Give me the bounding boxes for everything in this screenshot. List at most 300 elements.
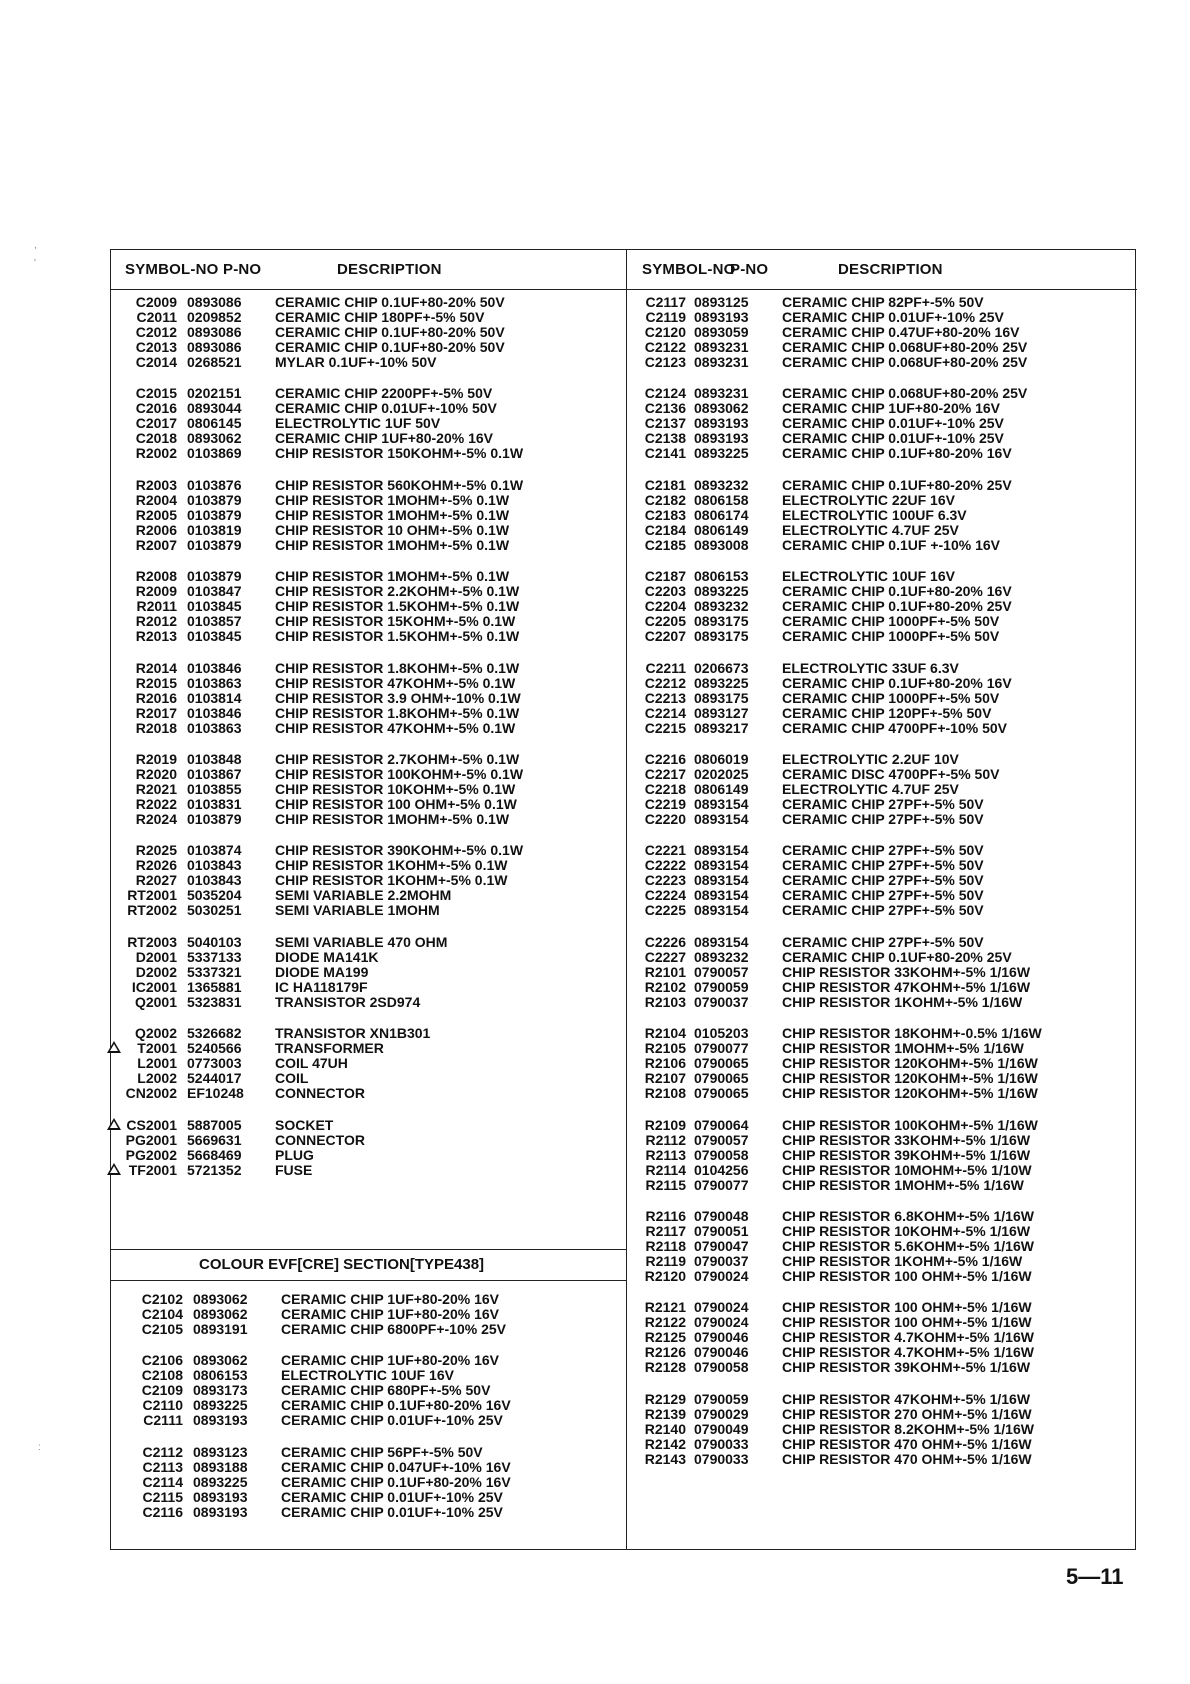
part-number: 0893225 [193, 1397, 248, 1414]
symbol-no: R2120 [644, 1268, 686, 1284]
description: CERAMIC CHIP 0.1UF+80-20% 25V [782, 948, 1012, 965]
description: CERAMIC CHIP 0.01UF+-10% 25V [281, 1488, 503, 1505]
part-number: 0103879 [187, 506, 242, 523]
part-number: 0806158 [694, 491, 749, 508]
symbol-no: R2121 [644, 1299, 686, 1316]
description: CHIP RESISTOR 1.8KOHM+-5% 0.1W [275, 704, 520, 721]
symbol-no: R2102 [644, 978, 686, 995]
part-number: 0893232 [694, 948, 749, 965]
description: CONNECTOR [275, 1131, 365, 1148]
part-number: 0790057 [694, 963, 749, 980]
symbol-no: R2004 [135, 491, 177, 508]
symbol-no: C2215 [644, 719, 686, 736]
part-number: 0209852 [187, 309, 242, 325]
description: ELECTROLYTIC 1UF 50V [275, 415, 441, 432]
symbol-no: R2101 [644, 963, 686, 980]
symbol-no: R2119 [645, 1253, 686, 1269]
symbol-no: C2216 [644, 751, 686, 767]
part-number: 0893154 [694, 811, 749, 827]
description: CHIP RESISTOR 4.7KOHM+-5% 1/16W [782, 1329, 1034, 1346]
part-number: 0893225 [694, 445, 749, 462]
symbol-no: C2213 [644, 689, 686, 706]
description: PLUG [275, 1146, 314, 1163]
symbol-no: C2117 [645, 294, 686, 310]
symbol-no: IC2001 [131, 978, 177, 995]
part-number: 0790033 [694, 1450, 749, 1467]
symbol-no: C2102 [141, 1291, 183, 1307]
symbol-no: R2013 [135, 628, 177, 645]
symbol-no: C2109 [141, 1382, 183, 1399]
symbol-no: C2119 [645, 309, 686, 325]
symbol-no: R2007 [135, 536, 177, 553]
part-number: 0790058 [694, 1146, 749, 1163]
symbol-no: C2014 [135, 354, 177, 370]
symbol-no: C2225 [644, 902, 686, 919]
symbol-no: R2012 [135, 613, 177, 630]
symbol-no: R2112 [645, 1131, 686, 1148]
part-number: 0893123 [193, 1443, 248, 1460]
description: SOCKET [275, 1116, 334, 1133]
symbol-no: C2138 [644, 430, 686, 447]
description: CHIP RESISTOR 150KOHM+-5% 0.1W [275, 445, 524, 462]
description: CHIP RESISTOR 1MOHM+-5% 0.1W [275, 536, 510, 553]
description: CHIP RESISTOR 390KOHM+-5% 0.1W [275, 842, 524, 859]
part-number: 0893008 [694, 536, 749, 553]
part-number: 0893193 [694, 415, 749, 432]
description: CERAMIC CHIP 2200PF+-5% 50V [275, 385, 493, 402]
part-number: 5323831 [187, 993, 242, 1010]
symbol-no: R2129 [644, 1390, 686, 1407]
description: CHIP RESISTOR 2.2KOHM+-5% 0.1W [275, 583, 520, 600]
description: CHIP RESISTOR 47KOHM+-5% 1/16W [782, 978, 1031, 995]
symbol-no: R2109 [644, 1116, 686, 1133]
description: ELECTROLYTIC 10UF 16V [281, 1367, 454, 1384]
part-number: 0806145 [187, 415, 242, 432]
description-heading: DESCRIPTION [838, 261, 943, 278]
symbol-no: R2128 [644, 1359, 686, 1376]
part-number: 0773003 [187, 1055, 242, 1072]
symbol-no: R2020 [135, 766, 177, 782]
part-number: 0103843 [187, 872, 242, 889]
part-number: 0806174 [694, 506, 749, 523]
description: CHIP RESISTOR 2.7KOHM+-5% 0.1W [275, 751, 520, 767]
symbol-no: R2143 [644, 1450, 686, 1467]
description: CHIP RESISTOR 120KOHM+-5% 1/16W [782, 1070, 1038, 1087]
description: CERAMIC CHIP 0.1UF+80-20% 16V [281, 1397, 511, 1414]
symbol-no: RT2002 [127, 902, 177, 919]
symbol-no: CN2002 [125, 1085, 177, 1102]
description: CERAMIC CHIP 0.01UF+-10% 25V [782, 430, 1004, 447]
description: CERAMIC CHIP 82PF+-5% 50V [782, 294, 984, 310]
symbol-no: R2125 [644, 1329, 686, 1346]
symbol-no: C2106 [141, 1352, 183, 1369]
parts-list-table [110, 249, 1136, 1550]
description: CHIP RESISTOR 120KOHM+-5% 1/16W [782, 1085, 1038, 1102]
part-number: 0893232 [694, 598, 749, 615]
symbol-no: C2113 [142, 1458, 183, 1475]
part-number: 0893173 [193, 1382, 248, 1399]
part-number: 5668469 [187, 1146, 242, 1163]
part-number: 0790077 [694, 1040, 749, 1057]
description: CERAMIC CHIP 0.068UF+80-20% 25V [782, 385, 1028, 402]
symbol-no: D2002 [135, 963, 177, 980]
symbol-no: R2104 [644, 1025, 686, 1042]
part-number: 0790065 [694, 1085, 749, 1102]
description: SEMI VARIABLE 470 OHM [275, 933, 448, 950]
part-number: 0893191 [193, 1321, 248, 1337]
symbol-no: R2016 [135, 689, 177, 706]
part-number: 0103855 [187, 781, 242, 797]
description: CHIP RESISTOR 47KOHM+-5% 0.1W [275, 674, 516, 691]
description: SEMI VARIABLE 2.2MOHM [275, 887, 452, 904]
part-number: 0103845 [187, 598, 242, 615]
part-number: 0103863 [187, 674, 242, 691]
symbol-no: C2018 [135, 430, 177, 447]
description: CERAMIC DISC 4700PF+-5% 50V [782, 766, 1000, 782]
part-number: 0103843 [187, 857, 242, 874]
description: CERAMIC CHIP 27PF+-5% 50V [782, 902, 984, 919]
symbol-no: R2018 [135, 719, 177, 736]
part-number: 0103876 [187, 476, 242, 493]
part-number: 0893044 [187, 400, 242, 417]
description: CHIP RESISTOR 1MOHM+-5% 0.1W [275, 491, 510, 508]
description: ELECTROLYTIC 22UF 16V [782, 491, 955, 508]
part-number: 0104256 [694, 1161, 749, 1178]
description: CERAMIC CHIP 27PF+-5% 50V [782, 811, 984, 827]
part-number: 0790024 [694, 1299, 749, 1316]
part-number: 0893086 [187, 324, 242, 340]
description: CERAMIC CHIP 1UF+80-20% 16V [782, 400, 1000, 417]
part-number: 0103879 [187, 491, 242, 508]
symbol-no: C2013 [135, 339, 177, 355]
symbol-no: R2115 [645, 1176, 686, 1193]
symbol-no: R2003 [135, 476, 177, 493]
scan-mark: , [34, 240, 37, 251]
description: COIL [275, 1070, 309, 1087]
part-number: 0893193 [193, 1412, 248, 1429]
description: CHIP RESISTOR 470 OHM+-5% 1/16W [782, 1450, 1032, 1467]
part-number: 0268521 [187, 354, 242, 370]
symbol-no: R2008 [135, 568, 177, 585]
part-number: 0893125 [694, 294, 749, 310]
symbol-no: C2203 [644, 583, 686, 600]
description: CHIP RESISTOR 1.8KOHM+-5% 0.1W [275, 659, 520, 676]
symbol-no: R2021 [135, 781, 177, 797]
part-number: 0790029 [694, 1405, 749, 1422]
description: CERAMIC CHIP 0.1UF+80-20% 16V [782, 583, 1012, 600]
part-number: 0790051 [694, 1223, 749, 1239]
part-number: 0103863 [187, 719, 242, 736]
description: CERAMIC CHIP 0.1UF+80-20% 16V [782, 674, 1012, 691]
part-number: 0103874 [187, 842, 242, 859]
symbol-no: D2001 [135, 948, 177, 965]
part-number: 0202025 [694, 766, 749, 782]
part-number: 0893062 [694, 400, 749, 417]
description: CERAMIC CHIP 56PF+-5% 50V [281, 1443, 483, 1460]
symbol-no: TF2001 [128, 1161, 177, 1178]
part-number: 0893154 [694, 872, 749, 889]
symbol-no: C2123 [644, 354, 686, 370]
description: CHIP RESISTOR 100 OHM+-5% 1/16W [782, 1299, 1032, 1316]
part-number: 0893062 [193, 1306, 248, 1322]
symbol-no: C2187 [644, 568, 686, 585]
part-number: 5337133 [187, 948, 242, 965]
part-number: 0103814 [187, 689, 242, 706]
description: FUSE [275, 1161, 313, 1178]
description: CHIP RESISTOR 5.6KOHM+-5% 1/16W [782, 1238, 1034, 1254]
symbol-no: C2221 [644, 842, 686, 859]
symbol-no: L2002 [137, 1070, 177, 1087]
section-header [111, 1249, 626, 1281]
section-title: COLOUR EVF[CRE] SECTION[TYPE438] [199, 1256, 485, 1273]
symbol-no: Q2001 [134, 993, 177, 1010]
symbol-no: R2105 [644, 1040, 686, 1057]
description: CERAMIC CHIP 1000PF+-5% 50V [782, 613, 1000, 630]
symbol-no: C2214 [644, 704, 686, 721]
description: CERAMIC CHIP 680PF+-5% 50V [281, 1382, 491, 1399]
description: CHIP RESISTOR 10MOHM+-5% 1/10W [782, 1161, 1032, 1178]
part-number: 0790059 [694, 978, 749, 995]
description: CHIP RESISTOR 1MOHM+-5% 1/16W [782, 1040, 1024, 1057]
symbol-no: C2108 [141, 1367, 183, 1384]
symbol-no: R2011 [136, 598, 177, 615]
part-number: 0790058 [694, 1359, 749, 1376]
part-number: 0806153 [193, 1367, 248, 1384]
part-number: 0103879 [187, 811, 242, 827]
description: ELECTROLYTIC 100UF 6.3V [782, 506, 967, 523]
part-number: 0893225 [193, 1473, 248, 1490]
description: CHIP RESISTOR 120KOHM+-5% 1/16W [782, 1055, 1038, 1072]
description: CERAMIC CHIP 0.1UF+80-20% 16V [281, 1473, 511, 1490]
description: CERAMIC CHIP 0.01UF+-10% 25V [281, 1412, 503, 1429]
part-number: 0790037 [694, 1253, 749, 1269]
part-number: 0103846 [187, 659, 242, 676]
symbol-no: C2227 [644, 948, 686, 965]
part-number: 0103846 [187, 704, 242, 721]
symbol-no: C2224 [644, 887, 686, 904]
part-number: 0806019 [694, 751, 749, 767]
symbol-no: R2114 [645, 1161, 686, 1178]
symbol-no: C2185 [644, 536, 686, 553]
symbol-no: Q2002 [134, 1025, 177, 1042]
description: DIODE MA199 [275, 963, 369, 980]
description: CHIP RESISTOR 1MOHM+-5% 0.1W [275, 811, 510, 827]
description: CHIP RESISTOR 1KOHM+-5% 1/16W [782, 993, 1023, 1010]
symbol-no: R2009 [135, 583, 177, 600]
description: CERAMIC CHIP 0.068UF+80-20% 25V [782, 354, 1028, 370]
description: CHIP RESISTOR 1MOHM+-5% 0.1W [275, 568, 510, 585]
symbol-no: C2009 [135, 294, 177, 310]
symbol-no: R2015 [135, 674, 177, 691]
description: CERAMIC CHIP 0.47UF+80-20% 16V [782, 324, 1020, 340]
part-number: 0893062 [193, 1291, 248, 1307]
description: CERAMIC CHIP 1000PF+-5% 50V [782, 628, 1000, 645]
description: CERAMIC CHIP 0.1UF+80-20% 25V [782, 476, 1012, 493]
symbol-no: C2012 [135, 324, 177, 340]
description: CHIP RESISTOR 18KOHM+-0.5% 1/16W [782, 1025, 1042, 1042]
symbol-no: RT2003 [127, 933, 177, 950]
part-number: 0790065 [694, 1055, 749, 1072]
description: CHIP RESISTOR 1MOHM+-5% 1/16W [782, 1176, 1024, 1193]
description: CERAMIC CHIP 27PF+-5% 50V [782, 887, 984, 904]
symbol-no: R2002 [135, 445, 177, 462]
symbol-no: R2108 [644, 1085, 686, 1102]
description-heading: DESCRIPTION [337, 261, 442, 278]
description: CERAMIC CHIP 27PF+-5% 50V [782, 796, 984, 812]
symbol-no: CS2001 [126, 1116, 177, 1133]
description: IC HA118179F [275, 978, 368, 995]
symbol-no: PG2002 [125, 1146, 177, 1163]
symbol-no: RT2001 [127, 887, 177, 904]
symbol-no: R2005 [135, 506, 177, 523]
description: CERAMIC CHIP 1UF+80-20% 16V [281, 1306, 499, 1322]
description: CHIP RESISTOR 560KOHM+-5% 0.1W [275, 476, 524, 493]
part-number: 0806153 [694, 568, 749, 585]
symbol-no: C2104 [141, 1306, 183, 1322]
part-number: 0893154 [694, 842, 749, 859]
symbol-no: C2222 [644, 857, 686, 874]
symbol-no: C2218 [644, 781, 686, 797]
symbol-no: L2001 [137, 1055, 177, 1072]
description: SEMI VARIABLE 1MOHM [275, 902, 440, 919]
description: CHIP RESISTOR 15KOHM+-5% 0.1W [275, 613, 516, 630]
part-number: 0790024 [694, 1268, 749, 1284]
description: CERAMIC CHIP 0.01UF+-10% 50V [275, 400, 497, 417]
part-number: 1365881 [187, 978, 242, 995]
symbol-no: C2011 [136, 309, 177, 325]
part-number: 0790037 [694, 993, 749, 1010]
symbol-no: R2019 [135, 751, 177, 767]
symbol-no: R2106 [644, 1055, 686, 1072]
description: CERAMIC CHIP 6800PF+-10% 25V [281, 1321, 506, 1337]
part-number: 0893231 [694, 339, 749, 355]
symbol-no: C2122 [644, 339, 686, 355]
symbol-no: C2220 [644, 811, 686, 827]
symbol-no: T2001 [137, 1040, 177, 1057]
part-number: 5887005 [187, 1116, 242, 1133]
symbol-no: R2107 [644, 1070, 686, 1087]
part-number: 0103857 [187, 613, 242, 630]
description: CERAMIC CHIP 0.1UF+80-20% 50V [275, 339, 505, 355]
part-number: 0893086 [187, 294, 242, 310]
description: ELECTROLYTIC 10UF 16V [782, 568, 955, 585]
symbol-no: C2223 [644, 872, 686, 889]
part-number: 0202151 [187, 385, 242, 402]
description: CERAMIC CHIP 120PF+-5% 50V [782, 704, 992, 721]
part-number: 0790049 [694, 1420, 749, 1437]
symbol-no: C2137 [644, 415, 686, 432]
description: CHIP RESISTOR 10KOHM+-5% 1/16W [782, 1223, 1031, 1239]
description: CHIP RESISTOR 100 OHM+-5% 0.1W [275, 796, 517, 812]
symbol-no: R2126 [644, 1344, 686, 1361]
part-number: 0103831 [187, 796, 242, 812]
part-number: 0806149 [694, 521, 749, 538]
description: CHIP RESISTOR 4.7KOHM+-5% 1/16W [782, 1344, 1034, 1361]
description: ELECTROLYTIC 2.2UF 10V [782, 751, 959, 767]
symbol-no: R2026 [135, 857, 177, 874]
description: CHIP RESISTOR 39KOHM+-5% 1/16W [782, 1146, 1031, 1163]
part-number: 5721352 [187, 1161, 242, 1178]
part-number: 0893231 [694, 354, 749, 370]
part-number: 5240566 [187, 1040, 242, 1057]
p-no-heading: P-NO [730, 261, 769, 278]
description: CHIP RESISTOR 33KOHM+-5% 1/16W [782, 1131, 1031, 1148]
description: CHIP RESISTOR 10KOHM+-5% 0.1W [275, 781, 516, 797]
description: CERAMIC CHIP 4700PF+-10% 50V [782, 719, 1007, 736]
description: CHIP RESISTOR 8.2KOHM+-5% 1/16W [782, 1420, 1034, 1437]
part-number: 0790033 [694, 1435, 749, 1452]
symbol-no: C2114 [142, 1473, 183, 1490]
description: ELECTROLYTIC 33UF 6.3V [782, 659, 959, 676]
description: CERAMIC CHIP 27PF+-5% 50V [782, 857, 984, 874]
left-column-header [111, 250, 626, 290]
part-number: 5244017 [187, 1070, 242, 1087]
symbol-no: C2115 [142, 1488, 183, 1505]
symbol-no: R2140 [644, 1420, 686, 1437]
part-number: 0893127 [694, 704, 749, 721]
description: CHIP RESISTOR 3.9 OHM+-10% 0.1W [275, 689, 521, 706]
part-number: 0790057 [694, 1131, 749, 1148]
symbol-no: C2205 [644, 613, 686, 630]
description: CERAMIC CHIP 0.01UF+-10% 25V [281, 1503, 503, 1520]
part-number: 5035204 [187, 887, 242, 904]
symbol-no: R2025 [135, 842, 177, 859]
part-number: 0790065 [694, 1070, 749, 1087]
part-number: 0893217 [694, 719, 749, 736]
description: CERAMIC CHIP 0.01UF+-10% 25V [782, 415, 1004, 432]
part-number: 0893231 [694, 385, 749, 402]
part-number: 0790077 [694, 1176, 749, 1193]
part-number: 0893062 [193, 1352, 248, 1369]
part-number: 0790046 [694, 1344, 749, 1361]
part-number: 0103879 [187, 536, 242, 553]
description: CERAMIC CHIP 27PF+-5% 50V [782, 842, 984, 859]
description: CHIP RESISTOR 10 OHM+-5% 0.1W [275, 521, 510, 538]
part-number: 0103848 [187, 751, 242, 767]
description: TRANSFORMER [275, 1040, 384, 1057]
scan-mark: : [38, 1442, 41, 1453]
symbol-no: C2219 [644, 796, 686, 812]
description: CERAMIC CHIP 0.047UF+-10% 16V [281, 1458, 511, 1475]
part-number: 0105203 [694, 1025, 749, 1042]
part-number: 0790024 [694, 1314, 749, 1331]
description: CHIP RESISTOR 47KOHM+-5% 0.1W [275, 719, 516, 736]
symbol-no: C2182 [644, 491, 686, 508]
symbol-no: R2117 [645, 1223, 686, 1239]
description: CHIP RESISTOR 100 OHM+-5% 1/16W [782, 1268, 1032, 1284]
page-number: 5—11 [1066, 1564, 1124, 1589]
description: CERAMIC CHIP 0.1UF +-10% 16V [782, 536, 1000, 553]
description: CERAMIC CHIP 27PF+-5% 50V [782, 872, 984, 889]
symbol-no: R2014 [135, 659, 177, 676]
symbol-no: R2103 [644, 993, 686, 1010]
description: COIL 47UH [275, 1055, 348, 1072]
description: CERAMIC CHIP 1000PF+-5% 50V [782, 689, 1000, 706]
description: CERAMIC CHIP 0.1UF+80-20% 25V [782, 598, 1012, 615]
symbol-no: R2006 [135, 521, 177, 538]
part-number: 5326682 [187, 1025, 242, 1042]
symbol-no: R2139 [644, 1405, 686, 1422]
part-number: 5337321 [187, 963, 242, 980]
part-number: 0893154 [694, 902, 749, 919]
description: CHIP RESISTOR 6.8KOHM+-5% 1/16W [782, 1208, 1034, 1224]
description: CERAMIC CHIP 0.01UF+-10% 25V [782, 309, 1004, 325]
description: MYLAR 0.1UF+-10% 50V [275, 354, 437, 370]
description: CERAMIC CHIP 0.1UF+80-20% 16V [782, 445, 1012, 462]
symbol-no: C2105 [141, 1321, 183, 1337]
part-number: 0893193 [694, 309, 749, 325]
part-number: 0893175 [694, 613, 749, 630]
